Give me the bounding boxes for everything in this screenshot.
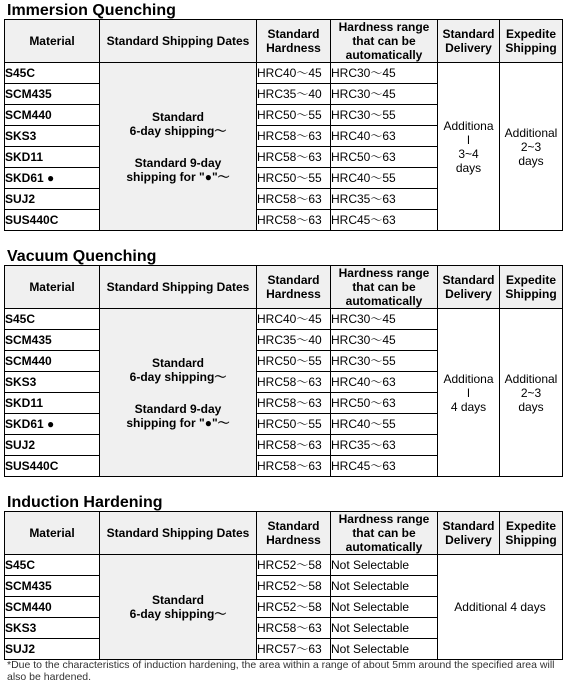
hardness-cell: HRC58～63	[257, 456, 331, 477]
material-cell: SUS440C	[5, 456, 100, 477]
shipping-text: Standard	[151, 593, 204, 607]
shipping-text: Standard 9-day	[134, 155, 222, 170]
material-cell: SCM435	[5, 84, 100, 105]
hardness-cell: HRC40～45	[257, 309, 331, 330]
range-cell: HRC30～55	[331, 105, 438, 126]
expedite-text: days	[518, 399, 544, 414]
expedite-text: 2~3	[520, 139, 542, 154]
delivery-cell	[438, 63, 500, 231]
material-cell: SCM440	[5, 351, 100, 372]
hardness-cell: HRC52～58	[257, 597, 331, 618]
header-shipping: Standard Shipping Dates	[100, 512, 257, 555]
hardness-cell: HRC58～63	[257, 210, 331, 231]
immersion-table	[4, 19, 563, 231]
induction-title: Induction Hardening	[7, 494, 163, 511]
material-cell: SKS3	[5, 372, 100, 393]
hardness-cell: HRC50～55	[257, 168, 331, 189]
header-hardness: Standard Hardness	[257, 512, 331, 555]
expedite-cell	[500, 63, 563, 231]
range-cell: Not Selectable	[331, 555, 438, 576]
material-cell: SKD61 ●	[5, 414, 100, 435]
expedite-text: Additional	[504, 125, 558, 140]
shipping-cell	[100, 555, 257, 660]
shipping-cell	[100, 309, 257, 477]
hardness-cell: HRC50～55	[257, 105, 331, 126]
table-row	[5, 63, 563, 84]
hardness-cell: HRC58～63	[257, 393, 331, 414]
delivery-text: Additiona	[443, 371, 494, 386]
footnote: *Due to the characteristics of induction hardening, the area within a range of about 5mm around the specified area will also be hardened.	[7, 659, 555, 683]
material-cell: S45C	[5, 555, 100, 576]
vacuum-title: Vacuum Quenching	[7, 248, 157, 265]
delivery-cell	[438, 555, 563, 660]
material-cell: SUJ2	[5, 639, 100, 660]
shipping-text: Standard 9-day	[134, 401, 222, 416]
range-cell: HRC40～63	[331, 372, 438, 393]
induction-table	[4, 511, 563, 660]
shipping-text: 6-day shipping～	[129, 123, 227, 138]
material-cell: SCM435	[5, 576, 100, 597]
range-cell: HRC40～63	[331, 126, 438, 147]
hardness-cell: HRC58～63	[257, 618, 331, 639]
range-cell: HRC30～45	[331, 309, 438, 330]
header-shipping: Standard Shipping Dates	[100, 266, 257, 309]
header-hardness: Standard Hardness	[257, 266, 331, 309]
material-cell: SUS440C	[5, 210, 100, 231]
hardness-cell: HRC35～40	[257, 84, 331, 105]
header-delivery: Standard Delivery	[438, 512, 500, 555]
range-cell: HRC30～45	[331, 330, 438, 351]
hardness-cell: HRC58～63	[257, 126, 331, 147]
range-cell: Not Selectable	[331, 639, 438, 660]
range-cell: HRC40～55	[331, 414, 438, 435]
header-range: Hardness range that can be automatically	[331, 512, 438, 555]
material-cell: SUJ2	[5, 189, 100, 210]
material-cell: SKS3	[5, 618, 100, 639]
header-delivery: Standard Delivery	[438, 266, 500, 309]
delivery-text: 4 days	[450, 399, 487, 414]
shipping-text: 6-day shipping～	[129, 369, 227, 384]
header-expedite: Expedite Shipping	[500, 512, 563, 555]
hardness-cell: HRC52～58	[257, 555, 331, 576]
table-header-row	[5, 266, 563, 309]
expedite-text: days	[518, 153, 544, 168]
header-expedite: Expedite Shipping	[500, 20, 563, 63]
range-cell: HRC30～45	[331, 63, 438, 84]
material-cell: SKD11	[5, 393, 100, 414]
material-cell: SKD11	[5, 147, 100, 168]
hardness-cell: HRC50～55	[257, 351, 331, 372]
header-hardness: Standard Hardness	[257, 20, 331, 63]
range-cell: HRC50～63	[331, 393, 438, 414]
material-cell: SCM435	[5, 330, 100, 351]
range-cell: HRC50～63	[331, 147, 438, 168]
material-cell: SKD61 ●	[5, 168, 100, 189]
header-material: Material	[5, 266, 100, 309]
hardness-cell: HRC57～63	[257, 639, 331, 660]
shipping-text: 6-day shipping～	[129, 607, 227, 621]
header-range: Hardness range that can be automatically	[331, 266, 438, 309]
material-cell: SKS3	[5, 126, 100, 147]
hardness-cell: HRC58～63	[257, 189, 331, 210]
delivery-text: Additional 4 days	[454, 600, 546, 614]
table-header-row	[5, 512, 563, 555]
delivery-text: Additiona	[443, 118, 494, 133]
hardness-cell: HRC50～55	[257, 414, 331, 435]
shipping-text: shipping for "●"～	[126, 415, 230, 430]
header-range: Hardness range that can be automatically	[331, 20, 438, 63]
material-cell: SUJ2	[5, 435, 100, 456]
range-cell: Not Selectable	[331, 597, 438, 618]
material-cell: SCM440	[5, 597, 100, 618]
shipping-cell	[100, 63, 257, 231]
range-cell: HRC35～63	[331, 189, 438, 210]
range-cell: Not Selectable	[331, 576, 438, 597]
delivery-text: l	[467, 385, 470, 400]
table-row	[5, 555, 563, 576]
range-cell: HRC30～45	[331, 84, 438, 105]
header-shipping: Standard Shipping Dates	[100, 20, 257, 63]
shipping-text: shipping for "●"～	[126, 169, 230, 184]
range-cell: HRC35～63	[331, 435, 438, 456]
header-material: Material	[5, 512, 100, 555]
range-cell: HRC30～55	[331, 351, 438, 372]
immersion-title: Immersion Quenching	[7, 2, 176, 19]
hardness-cell: HRC40～45	[257, 63, 331, 84]
material-cell: SCM440	[5, 105, 100, 126]
table-header-row	[5, 20, 563, 63]
hardness-cell: HRC52～58	[257, 576, 331, 597]
expedite-text: 2~3	[520, 385, 542, 400]
hardness-cell: HRC35～40	[257, 330, 331, 351]
header-expedite: Expedite Shipping	[500, 266, 563, 309]
hardness-cell: HRC58～63	[257, 372, 331, 393]
hardness-cell: HRC58～63	[257, 147, 331, 168]
range-cell: HRC45～63	[331, 210, 438, 231]
delivery-text: 3~4	[458, 146, 479, 161]
hardness-cell: HRC58～63	[257, 435, 331, 456]
shipping-text: Standard	[151, 355, 204, 370]
header-delivery: Standard Delivery	[438, 20, 500, 63]
delivery-text: days	[455, 160, 482, 175]
material-cell: S45C	[5, 309, 100, 330]
delivery-text: l	[467, 132, 470, 147]
shipping-text: Standard	[151, 109, 204, 124]
range-cell: HRC40～55	[331, 168, 438, 189]
expedite-text: Additional	[504, 371, 558, 386]
table-row	[5, 309, 563, 330]
vacuum-table	[4, 265, 563, 477]
range-cell: Not Selectable	[331, 618, 438, 639]
expedite-cell	[500, 309, 563, 477]
range-cell: HRC45～63	[331, 456, 438, 477]
material-cell: S45C	[5, 63, 100, 84]
delivery-cell	[438, 309, 500, 477]
header-material: Material	[5, 20, 100, 63]
